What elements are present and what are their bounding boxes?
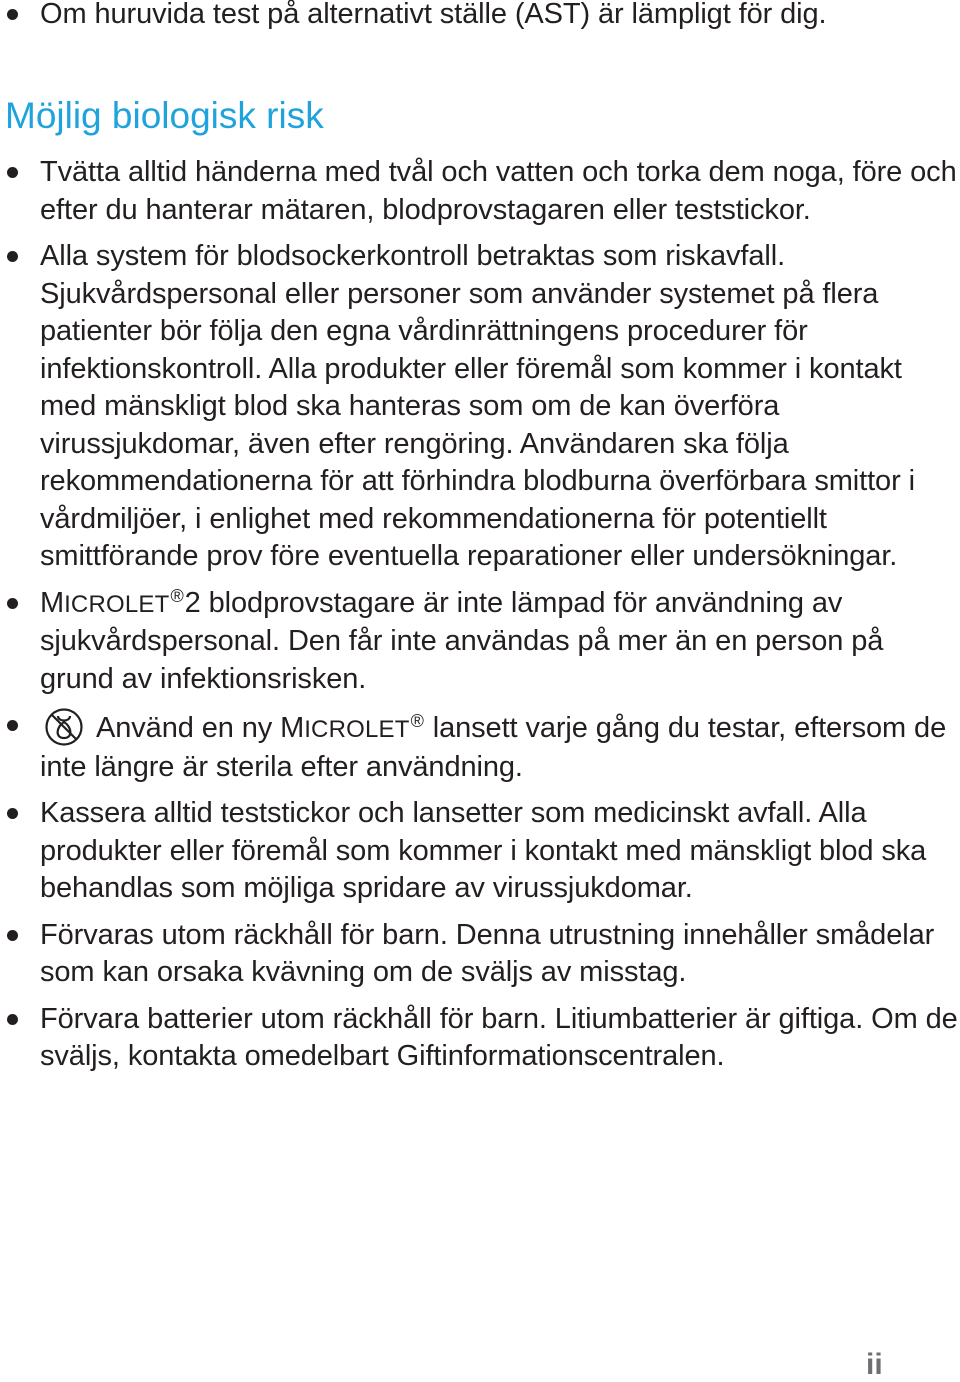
list-item: Förvaras utom räckhåll för barn. Denna utrustning innehåller smådelar som kan orsaka kvävning om de sväljs av misstag. [0, 917, 960, 992]
brand-name: ICROLET [64, 590, 170, 618]
list-item: Tvätta alltid händerna med tvål och vatten och torka dem noga, före och efter du hanterar mätaren, blodprovstagaren eller teststickor. [0, 154, 960, 229]
section-heading: Möjlig biologisk risk [5, 95, 324, 136]
list-item: Kassera alltid teststickor och lansetter som medicinskt avfall. Alla produkter eller föremål som kommer i kontakt med mänskligt blod ska behandlas som möjliga spridare av virussjukdomar. [0, 795, 960, 908]
item-text: blodprovstagare är inte lämpad för användning av sjukvårdspersonal. Den får inte användas på mer än en person på grund av infektionsrisken. [40, 586, 884, 695]
list-item: Alla system för blodsockerkontroll betraktas som riskavfall. Sjukvårdspersonal eller personer som använder systemet på flera patienter bör följa den egna vårdinrättningens procedurer för infektionskontroll. Alla produkter eller föremål som kommer i kontakt med mänskligt blod ska hanteras som om de kan överföra virussjukdomar, även efter rengöring. Användaren ska följa rekommendationerna för att förhindra blodburna överförbara smittor i vårdmiljöer, i enlighet med rekommendationerna för potentiellt smittförande prov före eventuella reparationer eller undersökningar. [0, 238, 960, 576]
page-number: ii [866, 1348, 883, 1381]
brand-name: ICROLET [304, 716, 410, 743]
registered-mark: ® [410, 711, 424, 731]
list-item: Förvara batterier utom räckhåll för barn. Litiumbatterier är giftiga. Om de sväljs, kontakta omedelbart Giftinformationscentralen. [0, 1001, 960, 1076]
item-prefix: Använd en ny [96, 712, 281, 744]
bullet-list-continued [0, 0, 960, 34]
list-item: Om huruvida test på alternativt ställe (AST) är lämpligt för dig. [0, 0, 960, 34]
model-number: 2 [184, 586, 201, 619]
item-text: lansett varje gång du testar, eftersom de inte längre är sterila efter användning. [40, 712, 947, 783]
biohazard-bullet-list [0, 154, 960, 1085]
do-not-reuse-icon [40, 707, 90, 747]
registered-mark: ® [170, 585, 184, 606]
brand-initial: M [280, 712, 305, 744]
brand-initial: M [40, 586, 65, 619]
list-item-microlet [0, 585, 960, 699]
list-item-lancet [0, 707, 960, 786]
